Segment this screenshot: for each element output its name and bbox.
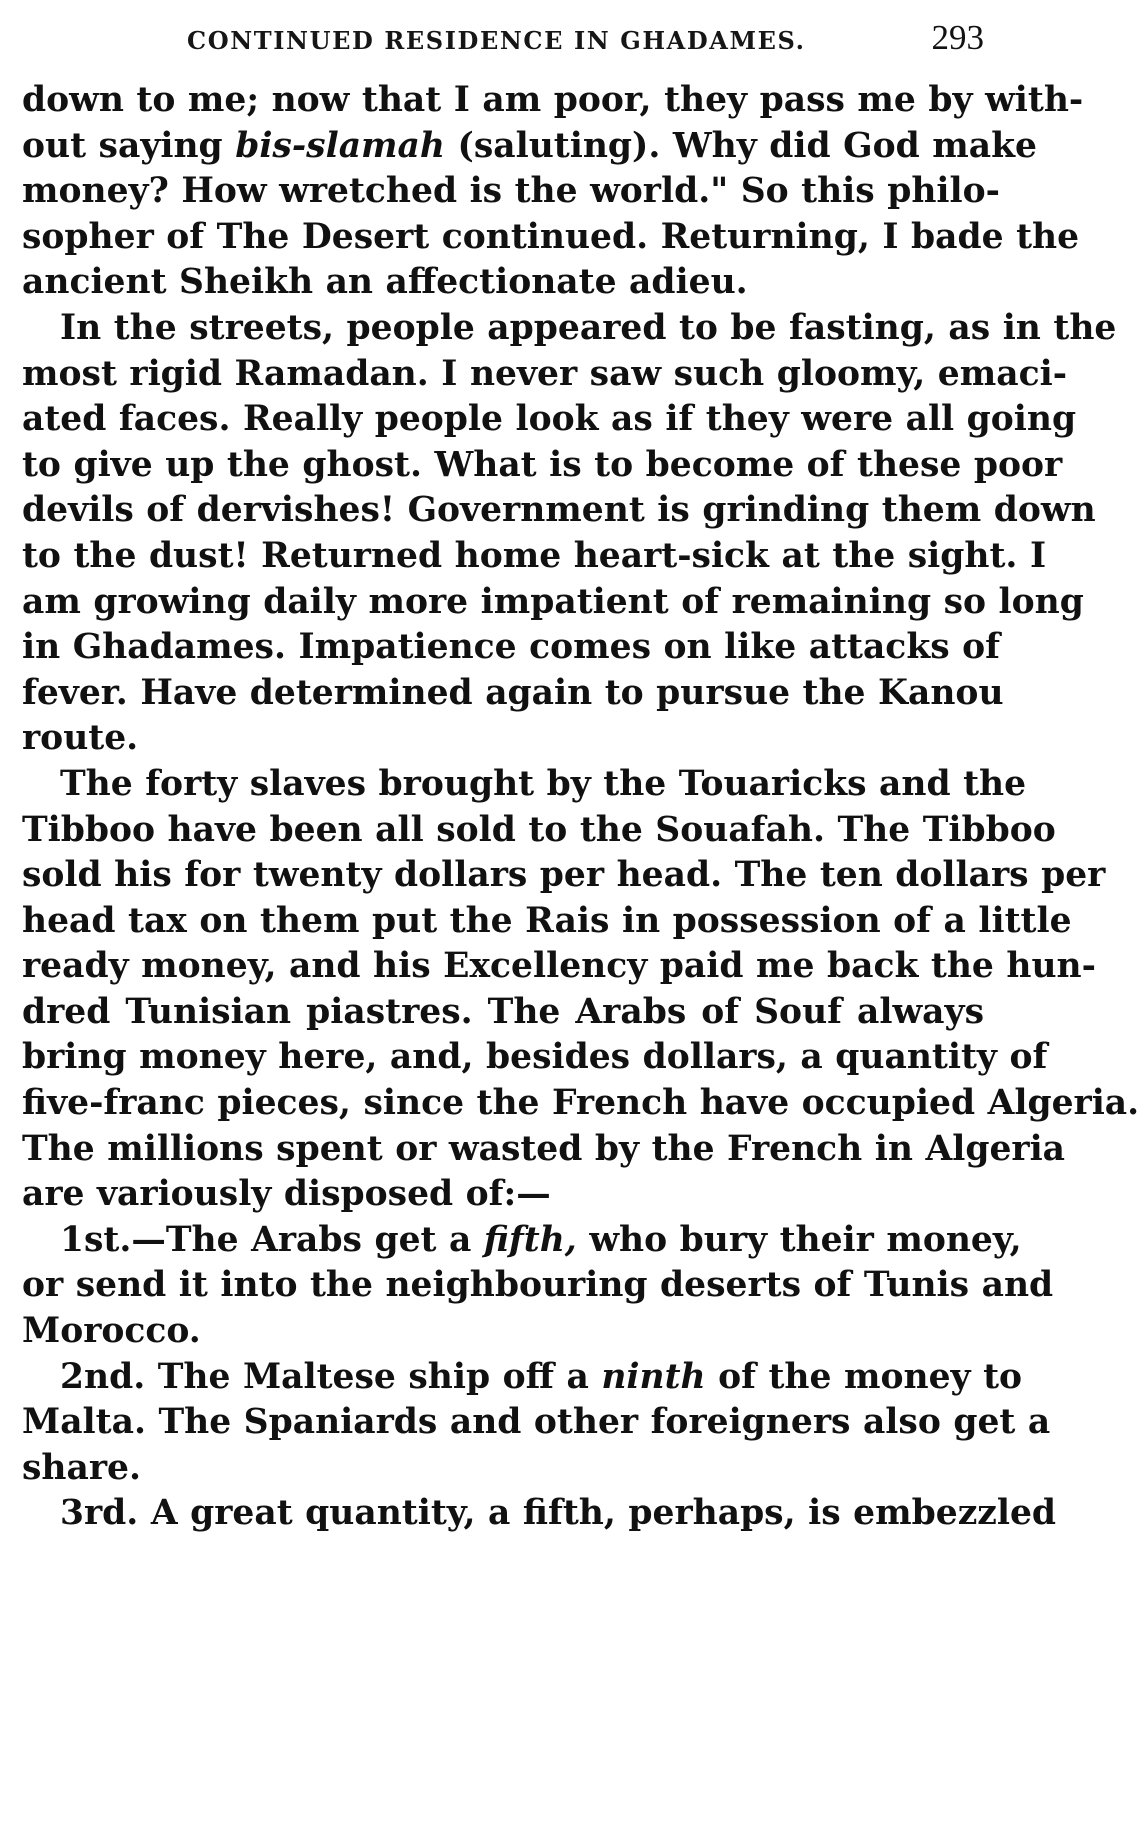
text-line: devils of dervishes! Government is grinding them down: [22, 490, 1096, 531]
text-line: Malta. The Spaniards and other foreigners also get a: [22, 1402, 1051, 1443]
text-line: to the dust! Returned home heart-sick at the sight. I: [22, 535, 1047, 576]
paragraph-start-line: The forty slaves brought by the Touaricks and the: [60, 763, 1027, 804]
text-line: am growing daily more impatient of remaining so long: [22, 581, 1084, 622]
text-span: who bury their money,: [576, 1219, 1022, 1260]
text-line: in Ghadames. Impatience comes on like attacks of: [22, 627, 1001, 668]
text-line: are variously disposed of:—: [22, 1174, 551, 1215]
text-line: ancient Sheikh an affectionate adieu.: [22, 262, 748, 303]
text-line: or send it into the neighbouring deserts of Tunis and: [22, 1265, 1054, 1306]
italic-term: fifth,: [483, 1219, 577, 1260]
text-line: five-franc pieces, since the French have occupied Algeria.: [22, 1083, 1139, 1124]
text-line: The millions spent or wasted by the French in Algeria: [22, 1128, 1066, 1169]
text-line: money? How wretched is the world." So this philo-: [22, 171, 1000, 212]
text-line: ready money, and his Excellency paid me back the hun-: [22, 946, 1096, 987]
text-line: sopher of The Desert continued. Returning, I bade the: [22, 216, 1080, 257]
running-head: [22, 18, 984, 62]
list-item-first-line: [22, 1355, 1023, 1401]
paragraph-start-line: In the streets, people appeared to be fasting, as in the: [60, 307, 1117, 348]
running-title: CONTINUED RESIDENCE IN GHADAMES.: [187, 26, 806, 55]
text-span: of the money to: [705, 1356, 1023, 1397]
text-line: to give up the ghost. What is to become of these poor: [22, 444, 1063, 485]
text-line: bring money here, and, besides dollars, a quantity of: [22, 1037, 1048, 1078]
text-span: (saluting). Why did God make: [445, 125, 1037, 166]
body-text: [22, 78, 1139, 1537]
text-line: fever. Have determined again to pursue the Kanou: [22, 672, 1004, 713]
text-line: route.: [22, 718, 139, 759]
text-span: 2nd. The Maltese ship off a: [60, 1356, 602, 1397]
text-line: most rigid Ramadan. I never saw such gloomy, emaci-: [22, 353, 1068, 394]
text-line: ated faces. Really people look as if they were all going: [22, 399, 1077, 440]
text-line: sold his for twenty dollars per head. The ten dollars per: [22, 855, 1106, 896]
list-item-first-line: [22, 1218, 1022, 1264]
italic-term: bis-slamah: [235, 125, 445, 166]
text-span: out saying: [22, 125, 236, 166]
text-line: down to me; now that I am poor, they pass me by with-: [22, 80, 1084, 120]
text-line: Tibboo have been all sold to the Souafah. The Tibboo: [22, 809, 1056, 850]
text-line: dred Tunisian piastres. The Arabs of Souf always: [22, 991, 984, 1032]
text-line: [22, 124, 1037, 170]
text-line: head tax on them put the Rais in possession of a little: [22, 900, 1072, 941]
text-line: share.: [22, 1447, 141, 1488]
page-number: 293: [931, 18, 984, 57]
text-span: 1st.—The Arabs get a: [60, 1219, 484, 1260]
italic-term: ninth: [601, 1356, 706, 1397]
text-line: Morocco.: [22, 1311, 201, 1352]
list-item-first-line: 3rd. A great quantity, a fifth, perhaps, is embezzled: [60, 1493, 1057, 1534]
